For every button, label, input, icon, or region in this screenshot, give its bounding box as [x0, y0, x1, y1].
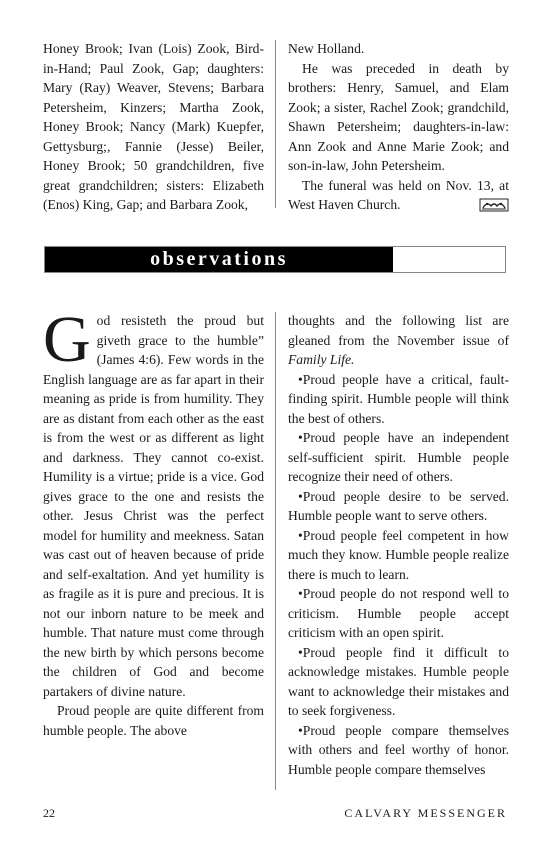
list-item	[288, 487, 509, 526]
list-item-text: Proud people feel competent in how much they know. Humble people realize there is much to learn.	[288, 527, 509, 582]
list-item	[288, 370, 509, 429]
list-item	[288, 428, 509, 487]
section-title: observations	[150, 248, 288, 270]
bullet-mark: •	[298, 371, 303, 387]
article-intro	[288, 311, 509, 370]
obituary-paragraph-2: He was preceded in death by brothers: Henry, Samuel, and Elam Zook; a sister, Rachel Zook; grandchild, Shawn Petersheim; daughters-in-law: Ann Zook and Anne Marie Zook; and son-in-law, John Petersheim.	[288, 60, 509, 173]
article-paragraph-1-text: od resisteth the proud but giveth grace to the humble” (James 4:6). Few words in the English language are as far apart in their meaning as pride is from humility. They are as distant from each other as the east is from the west or as different as light and darkness. They cannot co-exist. Humility is a virtue; pride is a vice. God gives grace to the one and resists the other. Jesus Christ was the perfect model for humility and meekness. Satan was cast out of heaven because of pride and self-exaltation. And yet humility is as fragile as it is pure and precious. It is not our inborn nature to be meek and humble. That nature must come through the new birth by which persons become the children of God and become partakers of divine nature.	[43, 313, 264, 699]
list-item-text: Proud people have a critical, fault-finding spirit. Humble people will think the best of others.	[288, 371, 509, 426]
end-ornament-icon	[479, 198, 509, 212]
obituary-paragraph-3	[288, 176, 509, 215]
section-banner	[44, 246, 506, 273]
publication-title: CALVARY MESSENGER	[344, 806, 507, 820]
bullet-mark: •	[298, 527, 303, 543]
top-column-divider	[275, 40, 276, 208]
list-item	[288, 584, 509, 643]
page-number: 22	[43, 806, 55, 820]
list-item-text: Proud people desire to be served. Humble people want to serve others.	[288, 488, 509, 523]
article-column-divider	[275, 312, 276, 790]
bullet-mark: •	[298, 586, 303, 601]
bullet-mark: •	[298, 722, 303, 738]
list-item	[288, 526, 509, 585]
pride-humility-list	[288, 370, 509, 780]
article-intro-text: thoughts and the following list are gleaned from the November issue of	[288, 313, 509, 348]
article-source: Family Life.	[288, 352, 355, 367]
funeral-text: The funeral was held on Nov. 13, at West Haven Church.	[288, 177, 509, 212]
article-paragraph-2: Proud people are quite different from humble people. The above	[43, 703, 264, 738]
list-item-text: Proud people find it difficult to acknowledge mistakes. Humble people want to acknowledge their mistakes and to seek forgiveness.	[288, 644, 509, 718]
article-left-column	[43, 303, 264, 740]
article-right-column	[288, 311, 509, 779]
list-item	[288, 721, 509, 780]
top-left-column	[43, 39, 264, 215]
article-paragraph-1	[43, 303, 264, 701]
drop-cap: G	[43, 303, 91, 376]
list-item	[288, 643, 509, 721]
list-item-text: Proud people compare themselves with others and feel worthy of honor. Humble people compare themselves	[288, 722, 509, 777]
bullet-mark: •	[298, 430, 303, 445]
list-item-text: Proud people have an independent self-sufficient spirit. Humble people recognize their need of others.	[288, 430, 509, 484]
list-item-text: Proud people do not respond well to criticism. Humble people accept criticism with an open spirit.	[288, 586, 509, 640]
bullet-mark: •	[298, 644, 303, 660]
obituary-paragraph-1: New Holland.	[288, 41, 365, 56]
bullet-mark: •	[298, 488, 303, 504]
obituary-continuation-paragraph: Honey Brook; Ivan (Lois) Zook, Bird-in-Hand; Paul Zook, Gap; daughters: Mary (Ray) Weaver, Stevens; Barbara Petersheim, Kinzers; Martha Zook, Honey Brook; Nancy (Mark) Kuepfer, Gettysburg;, Fannie (Jesse) Beiler, Honey Brook; 50 grandchildren, five great grandchildren; sisters: Elizabeth (Enos) King, Gap; and Barbara Zook,	[43, 41, 264, 212]
top-right-column	[288, 39, 509, 215]
